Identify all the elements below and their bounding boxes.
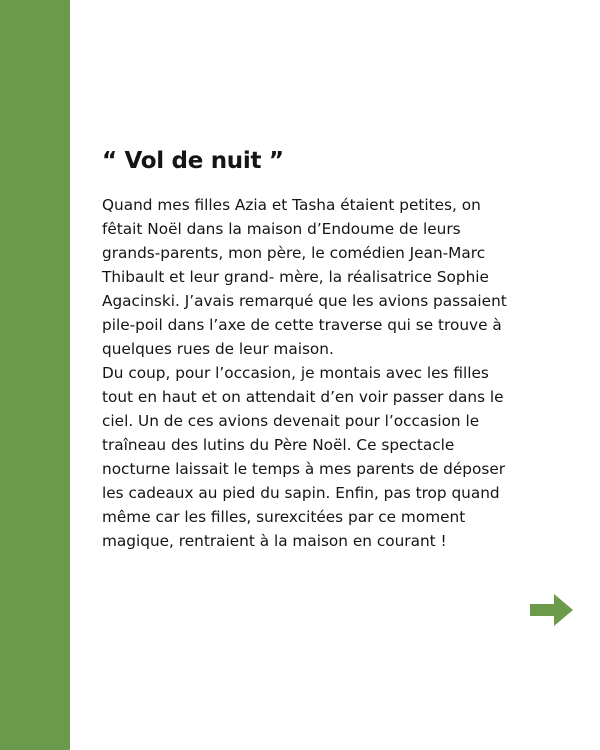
article-paragraph-1 xyxy=(102,193,532,361)
side-accent-band xyxy=(0,0,70,750)
text-line: grands-parents, mon père, le comédien Jean-Marc xyxy=(102,244,486,262)
text-line: ciel. Un de ces avions devenait pour l’occasion le xyxy=(102,412,480,430)
article-title: “ Vol de nuit ” xyxy=(102,148,284,174)
article-paragraph-2 xyxy=(102,361,532,553)
article xyxy=(102,146,532,553)
text-line: quelques rues de leur maison. xyxy=(102,340,334,358)
text-line: Quand mes filles Azia et Tasha étaient petites, on xyxy=(102,196,481,214)
text-line: Agacinski. J’avais remarqué que les avions passaient xyxy=(102,292,507,310)
text-line: pile-poil dans l’axe de cette traverse qui se trouve à xyxy=(102,316,502,334)
text-line: magique, rentraient à la maison en courant ! xyxy=(102,532,447,550)
next-page-button[interactable] xyxy=(530,593,574,627)
arrow-right-icon xyxy=(530,593,574,627)
text-line: Du coup, pour l’occasion, je montais avec les filles xyxy=(102,364,489,382)
text-line: tout en haut et on attendait d’en voir passer dans le xyxy=(102,388,504,406)
text-line: fêtait Noël dans la maison d’Endoume de leurs xyxy=(102,220,461,238)
text-line: nocturne laissait le temps à mes parents de déposer xyxy=(102,460,506,478)
text-line: Thibault et leur grand- mère, la réalisatrice Sophie xyxy=(102,268,489,286)
text-line: même car les filles, surexcitées par ce moment xyxy=(102,508,466,526)
text-line: traîneau des lutins du Père Noël. Ce spectacle xyxy=(102,436,455,454)
text-line: les cadeaux au pied du sapin. Enfin, pas trop quand xyxy=(102,484,500,502)
